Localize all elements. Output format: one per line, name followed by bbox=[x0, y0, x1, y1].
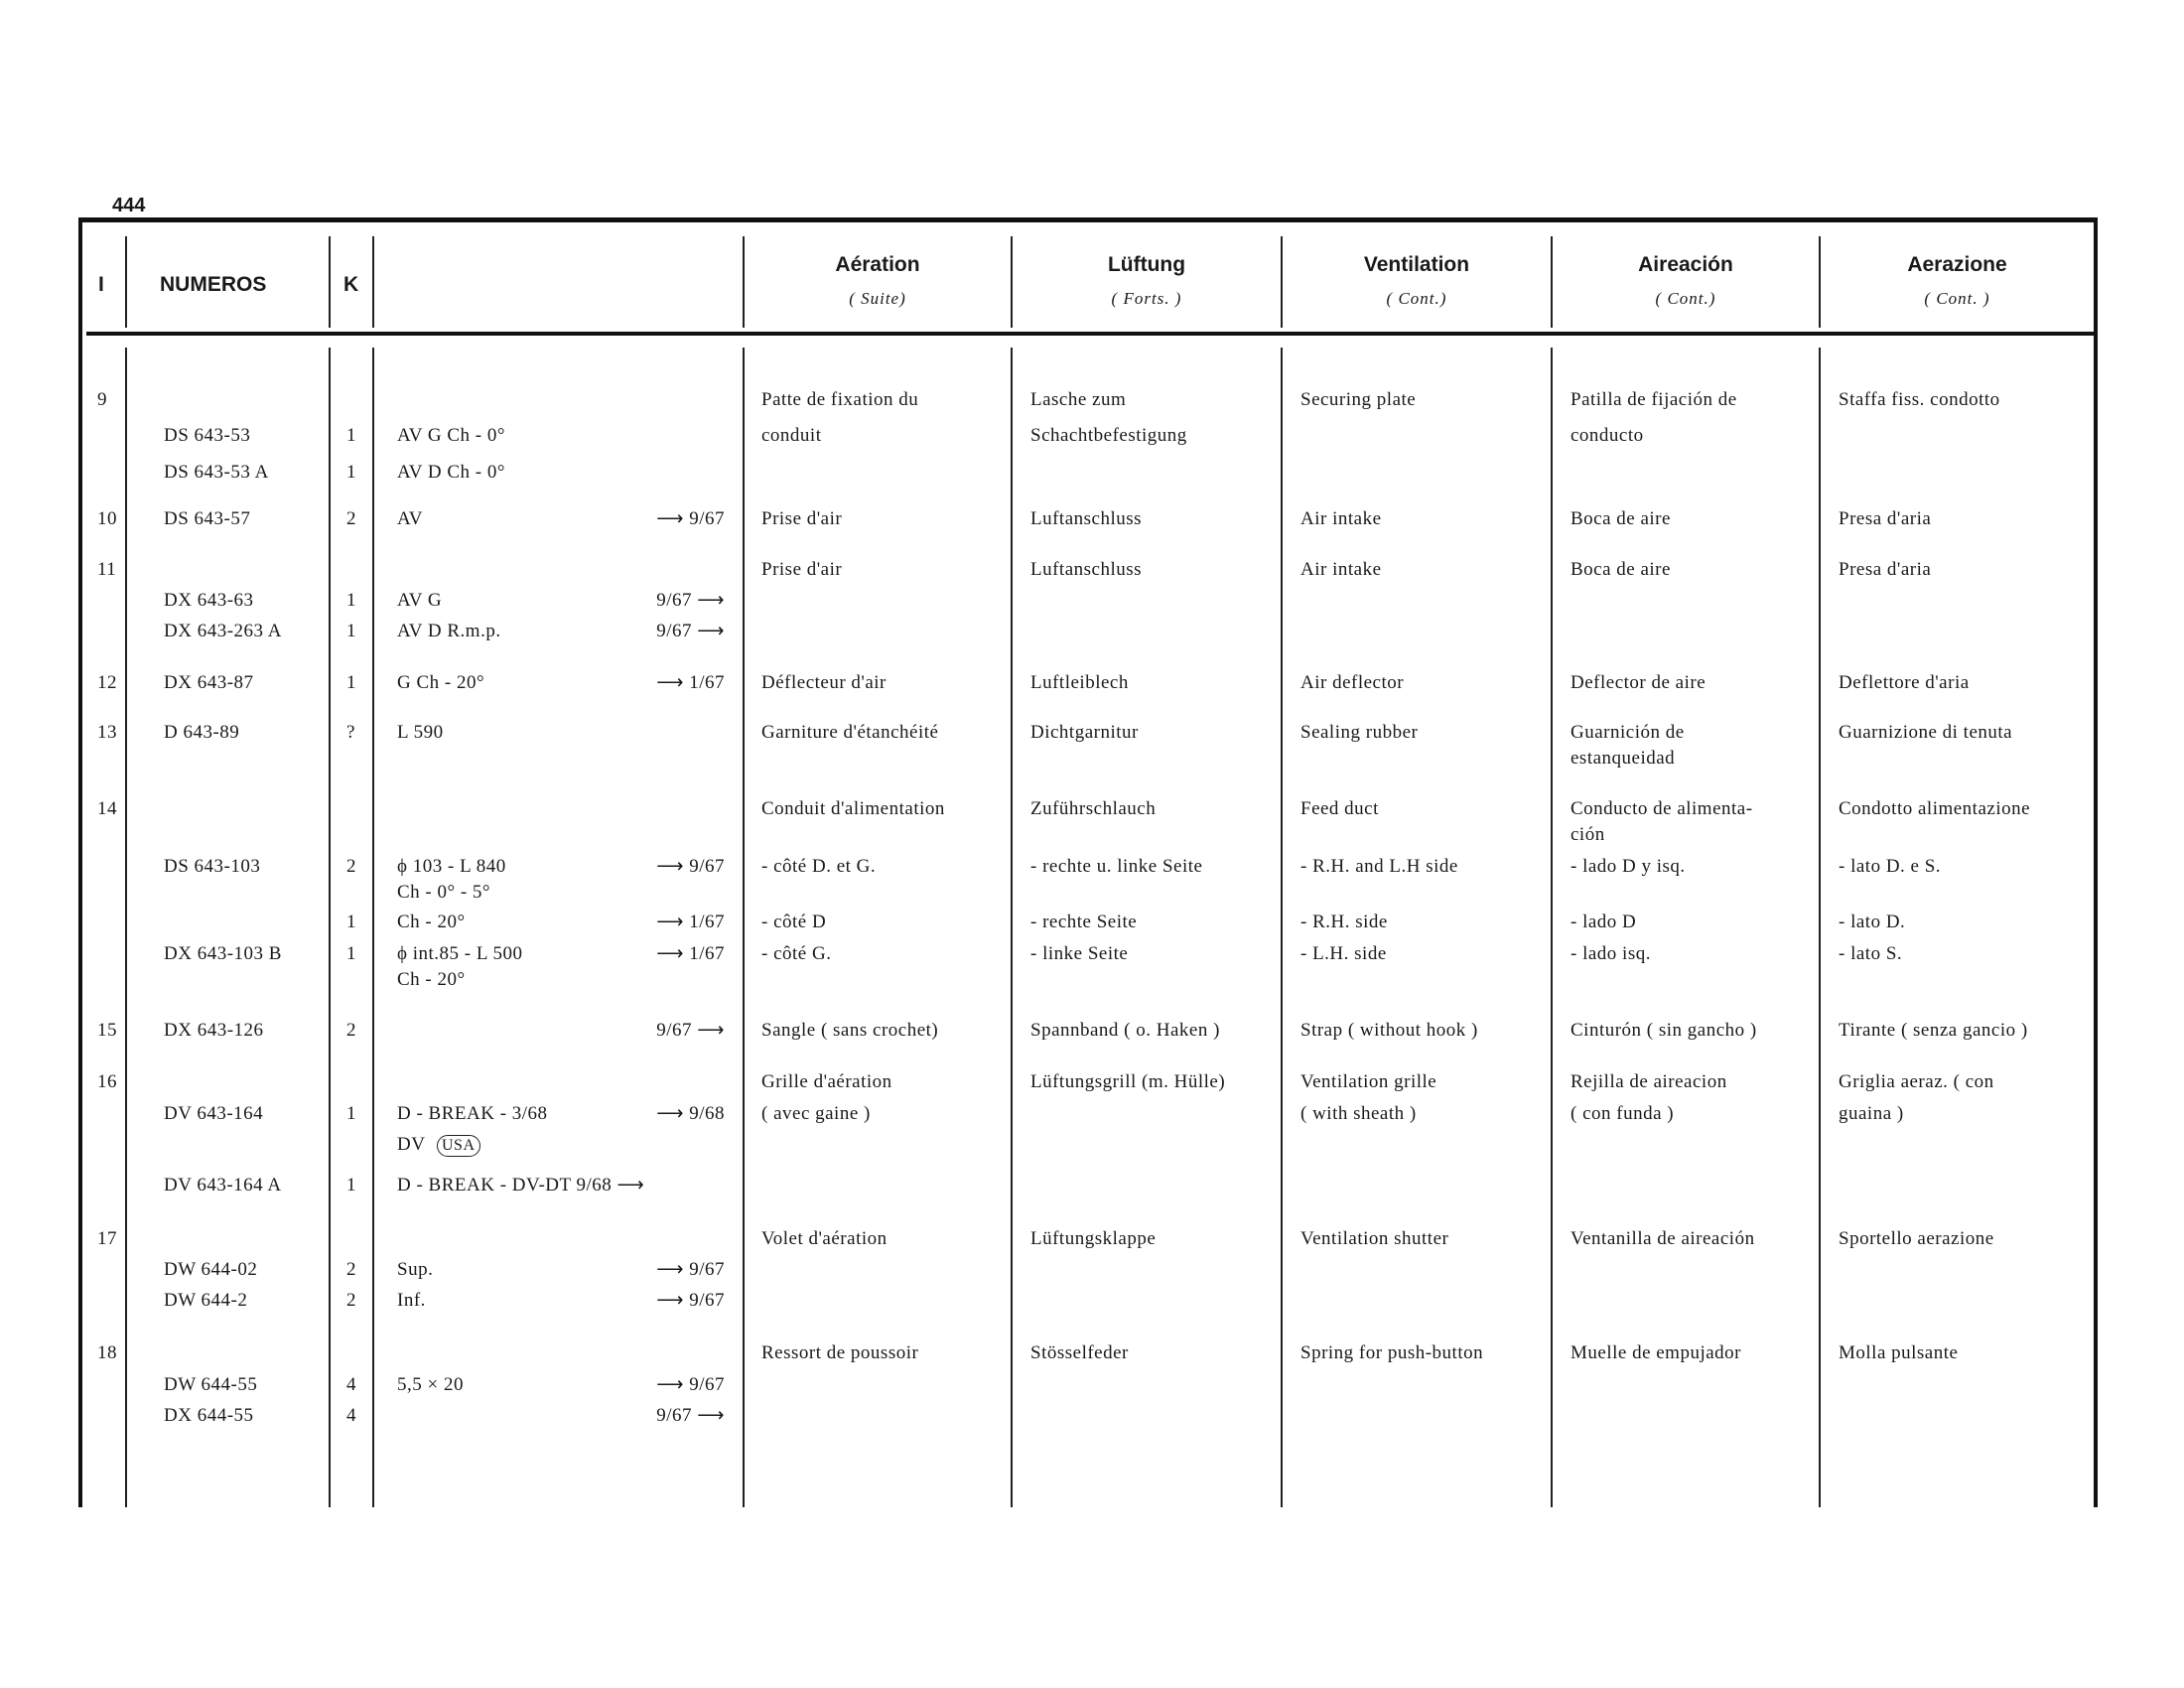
specification: Ch - 20° bbox=[397, 969, 466, 990]
desc-english: Strap ( without hook ) bbox=[1300, 1020, 1478, 1041]
desc-german: - linke Seite bbox=[1030, 943, 1129, 964]
usa-badge-label: USA bbox=[437, 1135, 480, 1157]
desc-german: Spannband ( o. Haken ) bbox=[1030, 1020, 1220, 1041]
desc-english: Spring for push-button bbox=[1300, 1342, 1484, 1363]
desc-french: ( avec gaine ) bbox=[761, 1103, 871, 1124]
part-number: DX 643-263 A bbox=[164, 621, 282, 641]
part-number: DS 643-57 bbox=[164, 508, 251, 529]
quantity: 1 bbox=[346, 672, 356, 693]
header-italian bbox=[1821, 253, 2094, 309]
desc-german: Lüftungsklappe bbox=[1030, 1228, 1157, 1249]
desc-english: ( with sheath ) bbox=[1300, 1103, 1417, 1124]
desc-french: - côté D. et G. bbox=[761, 856, 877, 877]
desc-spanish: ción bbox=[1570, 824, 1605, 845]
specification: ϕ 103 - L 840 bbox=[397, 856, 506, 877]
desc-spanish: Conducto de alimenta- bbox=[1570, 798, 1753, 819]
col-rule bbox=[125, 236, 127, 328]
desc-german: - rechte u. linke Seite bbox=[1030, 856, 1203, 877]
usa-badge bbox=[437, 1132, 480, 1158]
header-german bbox=[1013, 253, 1281, 309]
specification: Inf. bbox=[397, 1290, 426, 1311]
desc-spanish: Patilla de fijación de bbox=[1570, 389, 1737, 410]
specification: Ch - 20° bbox=[397, 912, 466, 932]
specification: AV bbox=[397, 508, 423, 529]
col-rule bbox=[372, 236, 374, 328]
desc-spanish: - lado isq. bbox=[1570, 943, 1651, 964]
desc-english: Sealing rubber bbox=[1300, 722, 1419, 743]
desc-german: Lasche zum bbox=[1030, 389, 1127, 410]
header-title: Aération bbox=[835, 253, 920, 276]
table-top-border bbox=[78, 217, 2098, 222]
desc-italian: Presa d'aria bbox=[1839, 559, 1932, 580]
specification: AV G Ch - 0° bbox=[397, 425, 505, 446]
date-range: ⟶ 9/67 bbox=[656, 856, 725, 877]
quantity: 1 bbox=[346, 1103, 356, 1124]
table-right-border bbox=[2094, 217, 2098, 1507]
quantity: 2 bbox=[346, 1290, 356, 1311]
part-number: DS 643-53 bbox=[164, 425, 251, 446]
desc-spanish: conducto bbox=[1570, 425, 1644, 446]
row-index: 15 bbox=[97, 1020, 117, 1041]
row-index: 17 bbox=[97, 1228, 117, 1249]
desc-spanish: Boca de aire bbox=[1570, 559, 1671, 580]
specification: L 590 bbox=[397, 722, 444, 743]
part-number: D 643-89 bbox=[164, 722, 240, 743]
specification: G Ch - 20° bbox=[397, 672, 485, 693]
desc-italian: guaina ) bbox=[1839, 1103, 1904, 1124]
header-subtitle: ( Forts. ) bbox=[1111, 289, 1182, 308]
col-rule bbox=[743, 348, 745, 1507]
desc-english: - R.H. and L.H side bbox=[1300, 856, 1458, 877]
quantity: 4 bbox=[346, 1405, 356, 1426]
row-index: 9 bbox=[97, 389, 107, 410]
page-number: 444 bbox=[112, 195, 146, 216]
desc-english: Air deflector bbox=[1300, 672, 1405, 693]
desc-german: Luftleiblech bbox=[1030, 672, 1129, 693]
specification: AV G bbox=[397, 590, 443, 611]
desc-german: Zuführschlauch bbox=[1030, 798, 1157, 819]
part-number: DV 643-164 A bbox=[164, 1175, 282, 1196]
part-number: DW 644-55 bbox=[164, 1374, 258, 1395]
specification: DV bbox=[397, 1134, 426, 1155]
quantity: 2 bbox=[346, 1020, 356, 1041]
part-number: DS 643-53 A bbox=[164, 462, 269, 483]
row-index: 10 bbox=[97, 508, 117, 529]
desc-french: Prise d'air bbox=[761, 559, 843, 580]
desc-italian: - lato D. bbox=[1839, 912, 1906, 932]
desc-french: conduit bbox=[761, 425, 822, 446]
desc-french: Ressort de poussoir bbox=[761, 1342, 919, 1363]
desc-french: Patte de fixation du bbox=[761, 389, 919, 410]
desc-french: Garniture d'étanchéité bbox=[761, 722, 939, 743]
row-index: 11 bbox=[97, 559, 117, 580]
desc-french: - côté G. bbox=[761, 943, 832, 964]
table-left-border bbox=[78, 217, 82, 1507]
desc-german: Stösselfeder bbox=[1030, 1342, 1129, 1363]
part-number: DX 643-103 B bbox=[164, 943, 282, 964]
desc-english: - R.H. side bbox=[1300, 912, 1388, 932]
row-index: 18 bbox=[97, 1342, 117, 1363]
desc-french: Volet d'aération bbox=[761, 1228, 887, 1249]
part-number: DX 644-55 bbox=[164, 1405, 254, 1426]
date-range: ⟶ 1/67 bbox=[656, 672, 725, 693]
desc-english: Ventilation shutter bbox=[1300, 1228, 1449, 1249]
row-index: 14 bbox=[97, 798, 117, 819]
quantity: 1 bbox=[346, 425, 356, 446]
desc-english: Ventilation grille bbox=[1300, 1071, 1437, 1092]
header-subtitle: ( Cont.) bbox=[1386, 289, 1447, 308]
desc-italian: Deflettore d'aria bbox=[1839, 672, 1970, 693]
header-title: Lüftung bbox=[1107, 253, 1186, 276]
part-number: DX 643-63 bbox=[164, 590, 254, 611]
desc-italian: Staffa fiss. condotto bbox=[1839, 389, 2000, 410]
desc-italian: Presa d'aria bbox=[1839, 508, 1932, 529]
specification: 5,5 × 20 bbox=[397, 1374, 464, 1395]
header-title: Ventilation bbox=[1363, 253, 1470, 276]
desc-italian: Guarnizione di tenuta bbox=[1839, 722, 2013, 743]
specification: AV D R.m.p. bbox=[397, 621, 501, 641]
desc-spanish: Rejilla de aireacion bbox=[1570, 1071, 1727, 1092]
desc-italian: Condotto alimentazione bbox=[1839, 798, 2031, 819]
col-rule bbox=[1011, 348, 1013, 1507]
date-range: ⟶ 9/67 bbox=[656, 1259, 725, 1280]
desc-french: Conduit d'alimentation bbox=[761, 798, 945, 819]
row-index: 12 bbox=[97, 672, 117, 693]
desc-german: Luftanschluss bbox=[1030, 559, 1143, 580]
date-range: ⟶ 1/67 bbox=[656, 912, 725, 932]
desc-spanish: estanqueidad bbox=[1570, 748, 1676, 769]
desc-italian: Griglia aeraz. ( con bbox=[1839, 1071, 1994, 1092]
quantity: 2 bbox=[346, 508, 356, 529]
header-subtitle: ( Suite) bbox=[849, 289, 906, 308]
date-range: ⟶ 1/67 bbox=[656, 943, 725, 964]
desc-french: Prise d'air bbox=[761, 508, 843, 529]
header-divider bbox=[86, 332, 2098, 336]
desc-german: Schachtbefestigung bbox=[1030, 425, 1187, 446]
date-range: ⟶ 9/67 bbox=[656, 1374, 725, 1395]
header-subtitle: ( Cont. ) bbox=[1924, 289, 1990, 308]
desc-spanish: Boca de aire bbox=[1570, 508, 1671, 529]
desc-spanish: - lado D bbox=[1570, 912, 1637, 932]
part-number: DW 644-02 bbox=[164, 1259, 258, 1280]
col-rule bbox=[1551, 348, 1553, 1507]
specification: D - BREAK - 3/68 bbox=[397, 1103, 548, 1124]
date-range: ⟶ 9/67 bbox=[656, 1290, 725, 1311]
desc-french: Déflecteur d'air bbox=[761, 672, 887, 693]
quantity: 1 bbox=[346, 1175, 356, 1196]
quantity: 1 bbox=[346, 943, 356, 964]
row-index: 16 bbox=[97, 1071, 117, 1092]
desc-french: - côté D bbox=[761, 912, 827, 932]
desc-spanish: Muelle de empujador bbox=[1570, 1342, 1742, 1363]
desc-italian: Sportello aerazione bbox=[1839, 1228, 1994, 1249]
desc-italian: - lato D. e S. bbox=[1839, 856, 1942, 877]
desc-spanish: Cinturón ( sin gancho ) bbox=[1570, 1020, 1757, 1041]
specification: Ch - 0° - 5° bbox=[397, 882, 491, 903]
header-numeros: NUMEROS bbox=[160, 273, 267, 296]
date-range: 9/67 ⟶ bbox=[656, 1020, 725, 1041]
quantity: 2 bbox=[346, 856, 356, 877]
part-number: DW 644-2 bbox=[164, 1290, 248, 1311]
desc-spanish: ( con funda ) bbox=[1570, 1103, 1675, 1124]
desc-french: Sangle ( sans crochet) bbox=[761, 1020, 939, 1041]
desc-italian: Tirante ( senza gancio ) bbox=[1839, 1020, 2028, 1041]
part-number: DX 643-87 bbox=[164, 672, 254, 693]
desc-spanish: Deflector de aire bbox=[1570, 672, 1706, 693]
desc-german: Lüftungsgrill (m. Hülle) bbox=[1030, 1071, 1226, 1092]
desc-english: Securing plate bbox=[1300, 389, 1417, 410]
date-range: 9/67 ⟶ bbox=[656, 590, 725, 611]
desc-german: Dichtgarnitur bbox=[1030, 722, 1139, 743]
specification: ϕ int.85 - L 500 bbox=[397, 943, 523, 964]
header-english bbox=[1283, 253, 1551, 309]
desc-english: Air intake bbox=[1300, 508, 1382, 529]
quantity: 2 bbox=[346, 1259, 356, 1280]
desc-spanish: - lado D y isq. bbox=[1570, 856, 1686, 877]
specification: AV D Ch - 0° bbox=[397, 462, 505, 483]
desc-german: - rechte Seite bbox=[1030, 912, 1138, 932]
part-number: DV 643-164 bbox=[164, 1103, 264, 1124]
col-rule bbox=[125, 348, 127, 1507]
header-spanish bbox=[1553, 253, 1819, 309]
quantity: 1 bbox=[346, 621, 356, 641]
date-range: 9/67 ⟶ bbox=[656, 1405, 725, 1426]
quantity: 1 bbox=[346, 462, 356, 483]
header-index: I bbox=[98, 273, 104, 296]
part-number: DS 643-103 bbox=[164, 856, 261, 877]
desc-italian: Molla pulsante bbox=[1839, 1342, 1959, 1363]
desc-german: Luftanschluss bbox=[1030, 508, 1143, 529]
desc-spanish: Guarnición de bbox=[1570, 722, 1685, 743]
header-french bbox=[745, 253, 1011, 309]
specification: Sup. bbox=[397, 1259, 434, 1280]
desc-english: Feed duct bbox=[1300, 798, 1379, 819]
col-rule bbox=[372, 348, 374, 1507]
row-index: 13 bbox=[97, 722, 117, 743]
specification: D - BREAK - DV-DT 9/68 ⟶ bbox=[397, 1175, 645, 1196]
desc-english: Air intake bbox=[1300, 559, 1382, 580]
header-subtitle: ( Cont.) bbox=[1655, 289, 1716, 308]
header-k: K bbox=[343, 273, 359, 296]
col-rule bbox=[1281, 348, 1283, 1507]
desc-italian: - lato S. bbox=[1839, 943, 1903, 964]
col-rule bbox=[329, 348, 331, 1507]
header-title: Aerazione bbox=[1907, 253, 2007, 276]
quantity: ? bbox=[346, 722, 355, 743]
quantity: 1 bbox=[346, 912, 356, 932]
header-title: Aireación bbox=[1638, 253, 1733, 276]
date-range: ⟶ 9/68 bbox=[656, 1103, 725, 1124]
date-range: 9/67 ⟶ bbox=[656, 621, 725, 641]
part-number: DX 643-126 bbox=[164, 1020, 264, 1041]
desc-spanish: Ventanilla de aireación bbox=[1570, 1228, 1755, 1249]
quantity: 4 bbox=[346, 1374, 356, 1395]
desc-english: - L.H. side bbox=[1300, 943, 1387, 964]
quantity: 1 bbox=[346, 590, 356, 611]
col-rule bbox=[329, 236, 331, 328]
desc-french: Grille d'aération bbox=[761, 1071, 892, 1092]
col-rule bbox=[1819, 348, 1821, 1507]
date-range: ⟶ 9/67 bbox=[656, 508, 725, 529]
